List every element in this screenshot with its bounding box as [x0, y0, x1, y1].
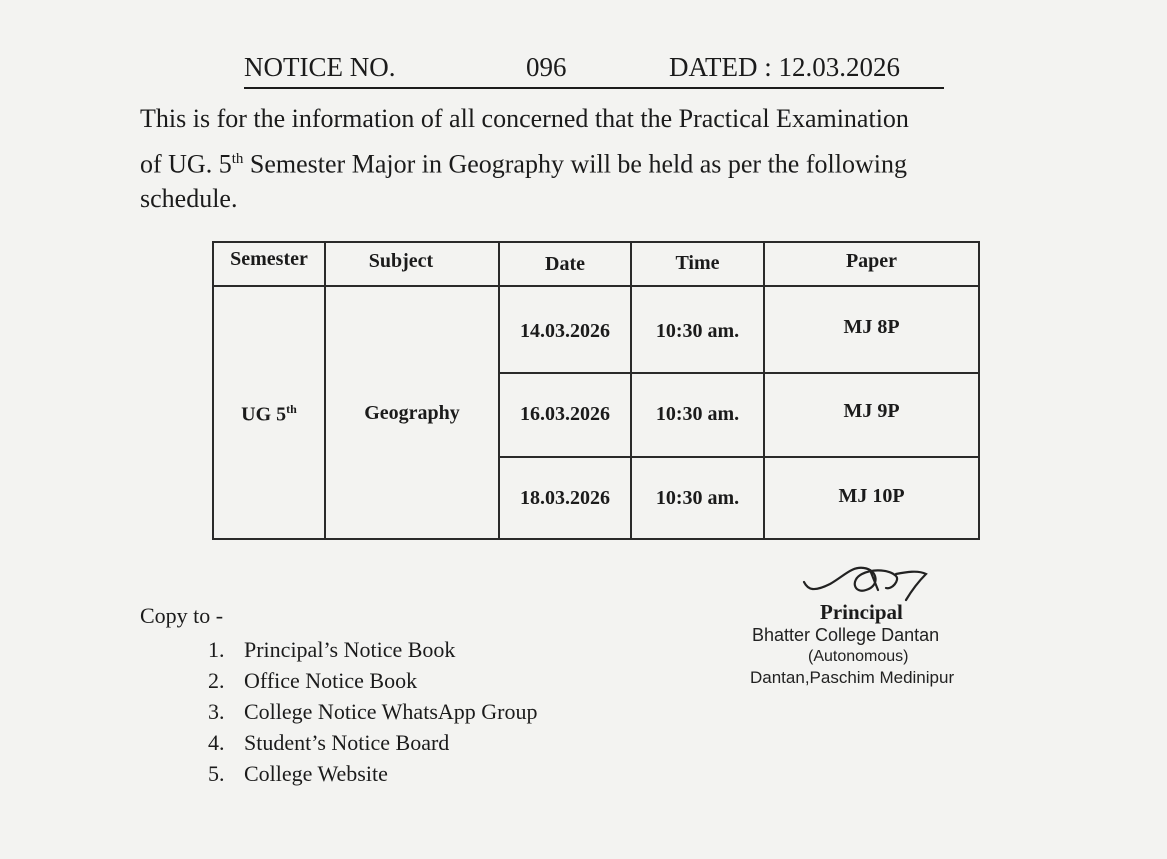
table-border-right: [978, 241, 980, 540]
semester-superscript: th: [286, 402, 297, 416]
row-time: 10:30 am.: [655, 320, 740, 342]
intro-line-3: schedule.: [140, 184, 238, 213]
list-item-number: 2.: [208, 668, 225, 693]
row-paper: MJ 8P: [843, 316, 900, 338]
header-subject: Subject: [368, 250, 434, 272]
header-underline: [244, 87, 944, 89]
table-row-divider: [498, 372, 980, 374]
table-border-top: [212, 241, 980, 243]
table-row-divider: [498, 456, 980, 458]
intro-superscript: th: [231, 151, 244, 167]
table-border-left: [212, 241, 214, 540]
intro-line-2-end: Semester Major in Geography will be held as per the following: [243, 149, 907, 179]
semester-cell: [214, 402, 324, 427]
list-item-text: Office Notice Book: [244, 668, 418, 693]
notice-header: [244, 52, 944, 92]
copy-to-label: Copy to -: [140, 603, 224, 628]
intro-line-1: This is for the information of all concerned that the Practical Examination: [140, 104, 909, 133]
header-paper: Paper: [845, 250, 898, 272]
list-item-text: College Website: [244, 761, 388, 786]
row-time: 10:30 am.: [655, 403, 740, 425]
row-date: 14.03.2026: [520, 320, 610, 342]
notice-label: NOTICE NO.: [244, 52, 396, 82]
stamp-location: Dantan,Paschim Medinipur: [750, 668, 955, 687]
intro-line-2: [140, 140, 907, 184]
list-item: [208, 696, 537, 727]
list-item: [208, 634, 537, 665]
row-date: 18.03.2026: [520, 487, 610, 509]
signature-title: Principal: [820, 600, 903, 624]
list-item-text: College Notice WhatsApp Group: [244, 699, 538, 724]
stamp-college-name: Bhatter College Dantan: [752, 625, 940, 645]
row-date: 16.03.2026: [520, 403, 610, 425]
intro-line-2-start: of UG. 5: [140, 149, 232, 179]
list-item-number: 4.: [208, 730, 225, 755]
list-item-number: 5.: [208, 761, 225, 786]
header-time: Time: [675, 252, 720, 274]
list-item-text: Student’s Notice Board: [244, 730, 450, 755]
stamp-autonomous: (Autonomous): [808, 648, 909, 665]
notice-date: DATED : 12.03.2026: [669, 52, 900, 82]
list-item-number: 1.: [208, 637, 225, 662]
row-paper: MJ 10P: [838, 485, 905, 507]
row-time: 10:30 am.: [655, 487, 740, 509]
table-col-divider: [324, 241, 326, 540]
list-item-number: 3.: [208, 699, 225, 724]
row-paper: MJ 9P: [843, 400, 900, 422]
subject-cell: Geography: [364, 402, 460, 424]
table-border-bottom: [212, 538, 980, 540]
header-semester: Semester: [230, 248, 308, 270]
copy-to-list: [208, 634, 537, 789]
list-item-text: Principal’s Notice Book: [244, 637, 456, 662]
list-item: [208, 758, 537, 789]
table-header-divider: [212, 285, 980, 287]
list-item: [208, 727, 537, 758]
header-date: Date: [545, 253, 585, 275]
notice-number: 096: [526, 52, 567, 82]
semester-value: UG 5: [241, 403, 287, 426]
list-item: [208, 665, 537, 696]
